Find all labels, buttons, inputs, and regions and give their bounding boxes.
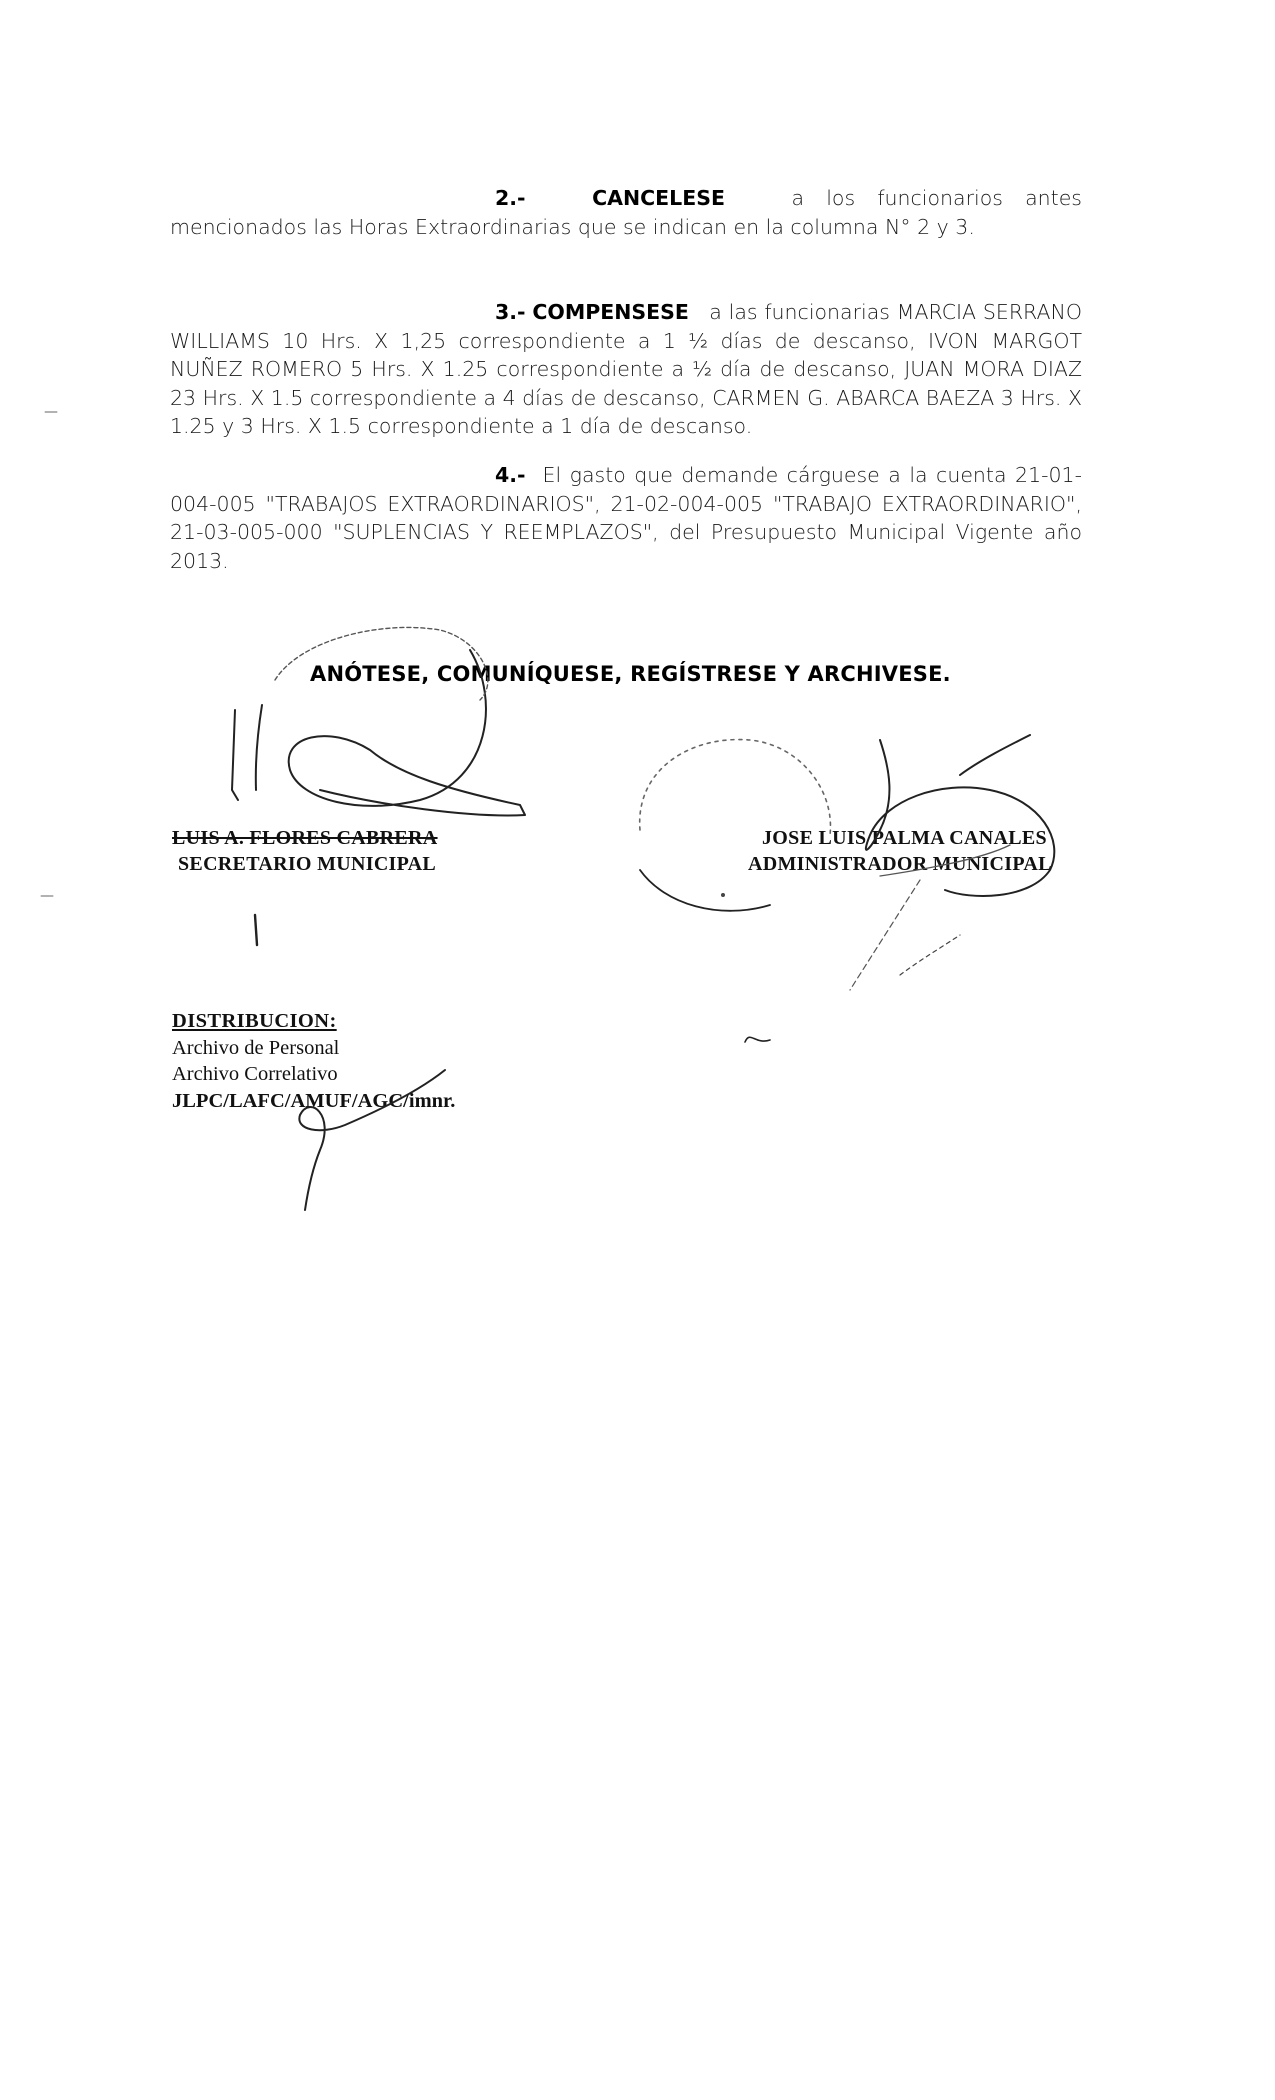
distribution-initials: JLPC/LAFC/AMUF/AGC/imnr. <box>172 1089 456 1112</box>
paragraph-2 <box>170 184 1082 241</box>
paragraph-4-number: 4.- <box>495 463 526 487</box>
paragraph-4 <box>170 461 1082 575</box>
paragraph-4-text: El gasto que demande cárguese a la cuenta 21-01-004-005 "TRABAJOS EXTRAORDINARIOS", 21-02-004-005 "TRABAJO EXTRAORDINARIO", 21-03-005-000 "SUPLENCIAS Y REEMPLAZOS", del Presupuesto Municipal Vigente año 2013. <box>170 463 1082 573</box>
paragraph-3-text: a las funcionarias MARCIA SERRANO WILLIAMS 10 Hrs. X 1,25 correspondiente a 1 ½ días de descanso, IVON MARGOT NUÑEZ ROMERO 5 Hrs. X 1.25 correspondiente a ½ día de descanso, JUAN MORA DIAZ 23 Hrs. X 1.5 correspondiente a 4 días de descanso, CARMEN G. ABARCA BAEZA 3 Hrs. X 1.25 y 3 Hrs. X 1.5 correspondiente a 1 día de descanso. <box>170 300 1082 438</box>
paragraph-2-text: a los funcionarios antes mencionados las Horas Extraordinarias que se indican en la columna N° 2 y 3. <box>170 186 1082 239</box>
distribution-title: DISTRIBUCION: <box>172 1010 337 1032</box>
paragraph-2-number: 2.- <box>495 186 526 210</box>
margin-mark: — <box>44 404 58 420</box>
distribution-block <box>172 1008 455 1114</box>
paragraph-2-keyword: CANCELESE <box>592 186 726 210</box>
secretary-role: SECRETARIO MUNICIPAL <box>178 853 437 875</box>
margin-mark: — <box>40 888 54 904</box>
distribution-item: Archivo de Personal <box>172 1036 340 1059</box>
paragraph-3 <box>170 298 1082 441</box>
closing-formula: ANÓTESE, COMUNÍQUESE, REGÍSTRESE Y ARCHIVESE. <box>310 662 951 686</box>
paragraph-3-number: 3.- <box>495 300 526 324</box>
administrator-name: JOSE LUIS PALMA CANALES <box>762 827 1047 849</box>
distribution-item: Archivo Correlativo <box>172 1063 338 1085</box>
paragraph-3-keyword: COMPENSESE <box>532 300 689 324</box>
administrator-role: ADMINISTRADOR MUNICIPAL <box>748 853 1052 875</box>
municipal-seal <box>640 740 831 835</box>
secretary-name: LUIS A. FLORES CABRERA <box>172 827 438 849</box>
